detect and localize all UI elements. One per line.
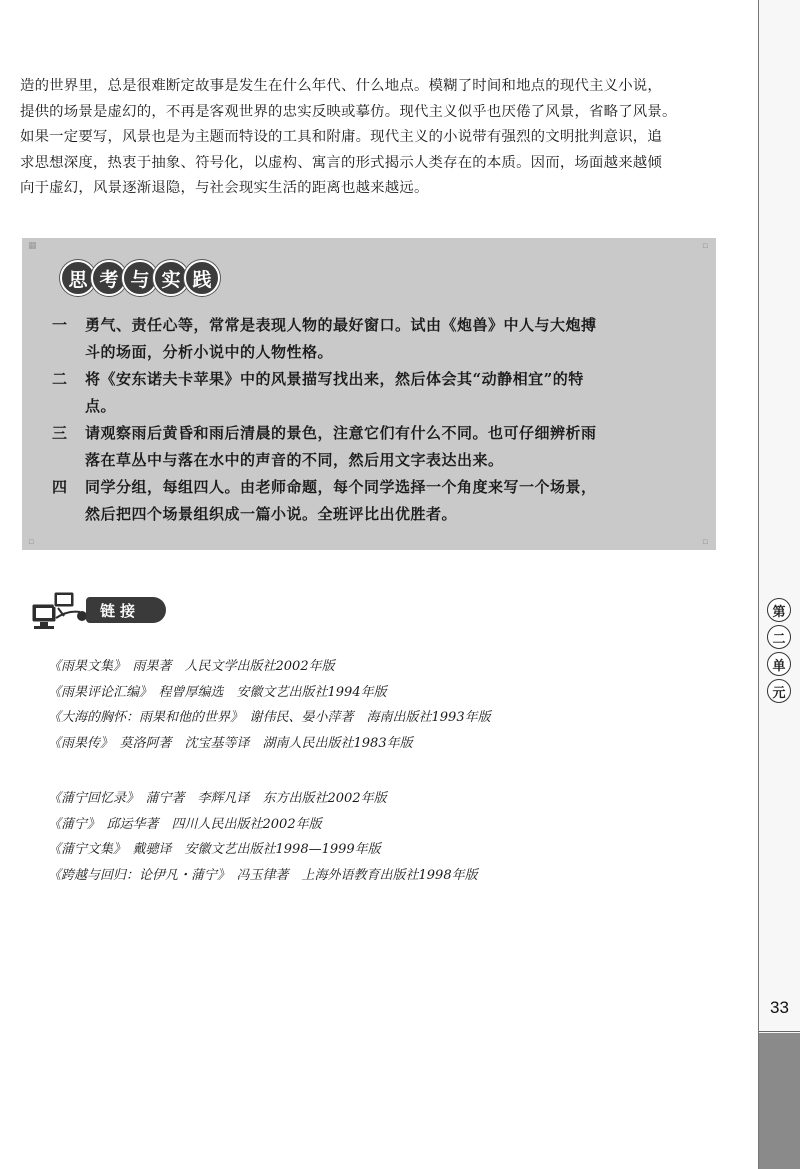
unit-tab — [762, 598, 796, 703]
title-char: 与 — [122, 260, 158, 296]
corner-mark: ▫ — [702, 241, 709, 251]
margin-divider — [758, 0, 759, 1169]
practice-items — [52, 312, 692, 528]
unit-char: 元 — [767, 679, 791, 703]
practice-item — [52, 366, 692, 419]
title-char: 思 — [60, 260, 96, 296]
unit-char: 二 — [767, 625, 791, 649]
corner-mark: ▫ — [702, 537, 709, 547]
link-section-label: 链接 — [86, 597, 166, 623]
item-line: 将《安东诺夫卡苹果》中的风景描写找出来，然后体会其“动静相宜”的特 — [85, 370, 584, 388]
item-line: 点。 — [85, 396, 117, 415]
item-number: 四 — [52, 478, 68, 496]
practice-item — [52, 474, 692, 527]
intro-line: 向于虚幻，风景逐渐退隐，与社会现实生活的距离也越来越远。 — [20, 180, 429, 196]
reference-item: 《蒲宁文集》 戴骢译 安徽文艺出版社1998—1999年版 — [48, 842, 381, 857]
item-text — [85, 366, 692, 419]
item-line: 斗的场面，分析小说中的人物性格。 — [85, 342, 334, 361]
page-number: 33 — [770, 998, 789, 1017]
reference-item: 《跨越与回归：论伊凡・蒲宁》 冯玉律著 上海外语教育出版社1998年版 — [48, 867, 478, 883]
reference-list — [48, 654, 708, 888]
item-line: 同学分组，每组四人。由老师命题，每个同学选择一个角度来写一个场景， — [85, 478, 597, 496]
item-line: 勇气、责任心等，常常是表现人物的最好窗口。试由《炮兽》中人与大炮搏 — [85, 316, 597, 334]
title-char: 实 — [153, 260, 189, 296]
reference-gap — [48, 756, 708, 786]
right-margin-strip — [759, 0, 800, 1169]
intro-line: 求思想深度，热衷于抽象、符号化，以虚构、寓言的形式揭示人类存在的本质。因而，场面越来越倾 — [20, 154, 662, 171]
title-char: 践 — [184, 260, 220, 296]
bottom-tab — [759, 1033, 800, 1169]
practice-item — [52, 312, 692, 365]
intro-line: 造的世界里，总是很难断定故事是发生在什么年代、什么地点。模糊了时间和地点的现代主义小说， — [20, 78, 662, 94]
intro-line: 如果一定要写，风景也是为主题而特设的工具和附庸。现代主义的小说带有强烈的文明批判意识，追 — [20, 129, 662, 145]
practice-item — [52, 420, 692, 473]
item-text — [85, 474, 692, 527]
practice-title — [60, 260, 220, 296]
corner-mark: ▫ — [28, 537, 35, 547]
intro-paragraph — [20, 74, 722, 202]
item-text — [85, 420, 692, 473]
reference-item: 《蒲宁》 邱运华著 四川人民出版社2002年版 — [48, 816, 322, 832]
page-number-rule — [759, 1031, 800, 1032]
item-number: 一 — [52, 316, 68, 334]
unit-char: 单 — [767, 652, 791, 676]
item-text — [85, 312, 692, 365]
reference-item: 《大海的胸怀：雨果和他的世界》 谢伟民、晏小萍著 海南出版社1993年版 — [48, 710, 491, 725]
reference-item: 《雨果传》 莫洛阿著 沈宝基等译 湖南人民出版社1983年版 — [48, 735, 413, 751]
title-char: 考 — [91, 260, 127, 296]
reference-item: 《蒲宁回忆录》 蒲宁著 李辉凡译 东方出版社2002年版 — [48, 791, 387, 806]
reference-item: 《雨果评论汇编》 程曾厚编选 安徽文艺出版社1994年版 — [48, 684, 387, 700]
practice-box — [22, 238, 716, 550]
corner-mark: ▦ — [28, 241, 37, 251]
item-line: 然后把四个场景组织成一篇小说。全班评比出优胜者。 — [85, 504, 458, 523]
item-number: 三 — [52, 424, 68, 442]
reference-item: 《雨果文集》 雨果著 人民文学出版社2002年版 — [48, 659, 335, 674]
unit-char: 第 — [767, 598, 791, 622]
item-number: 二 — [52, 370, 68, 388]
item-line: 请观察雨后黄昏和雨后清晨的景色，注意它们有什么不同。也可仔细辨析雨 — [85, 424, 597, 442]
item-line: 落在草丛中与落在水中的声音的不同，然后用文字表达出来。 — [85, 450, 504, 469]
intro-line: 提供的场景是虚幻的，不再是客观世界的忠实反映或摹仿。现代主义似乎也厌倦了风景，省略了风景。 — [20, 103, 677, 120]
